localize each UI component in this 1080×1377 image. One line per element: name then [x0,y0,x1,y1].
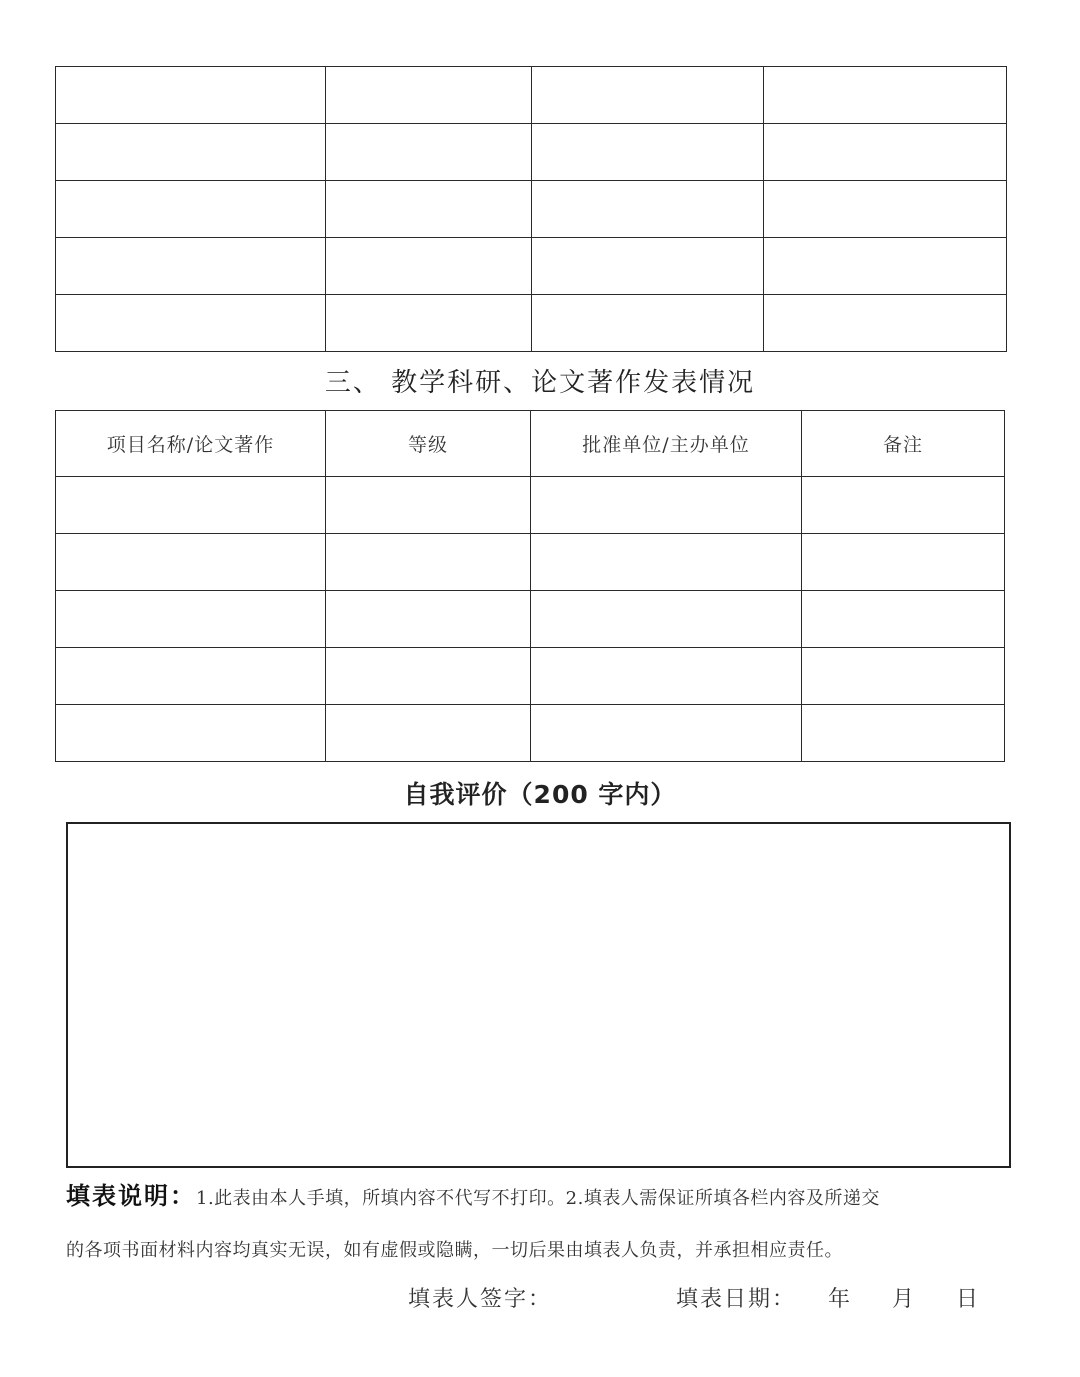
instructions-text-1: 1.此表由本人手填，所填内容不代写不打印。2.填表人需保证所填各栏内容及所递交 [196,1188,880,1209]
table-cell[interactable] [56,648,326,705]
table-row [56,295,1007,352]
date-month-label: 月 [892,1287,917,1312]
instructions-label: 填表说明： [66,1182,196,1210]
table-cell[interactable] [531,477,802,534]
table-cell[interactable] [532,295,764,352]
column-header-level: 等级 [326,411,531,477]
table-header-row [56,411,1005,477]
table-row [56,181,1007,238]
table-cell[interactable] [56,181,326,238]
column-header-project-name: 项目名称/论文著作 [56,411,326,477]
table-cell[interactable] [56,705,326,762]
table-cell[interactable] [802,591,1005,648]
table-cell[interactable] [532,181,764,238]
section-title-research: 三、 教学科研、论文著作发表情况 [324,368,756,398]
table-continued [55,66,1007,352]
table-cell[interactable] [326,67,532,124]
table-row [56,124,1007,181]
table-cell[interactable] [56,124,326,181]
table-cell[interactable] [802,534,1005,591]
table-cell[interactable] [56,534,326,591]
table-cell[interactable] [56,238,326,295]
table-cell[interactable] [531,705,802,762]
table-cell[interactable] [532,124,764,181]
table-cell[interactable] [764,295,1007,352]
table-cell[interactable] [532,238,764,295]
table-cell[interactable] [764,238,1007,295]
table-row [56,67,1007,124]
date-day-label: 日 [956,1287,981,1312]
table-row [56,591,1005,648]
table-cell[interactable] [326,124,532,181]
table-cell[interactable] [326,477,531,534]
table-row [56,238,1007,295]
table-cell[interactable] [764,181,1007,238]
table-cell[interactable] [531,591,802,648]
table-cell[interactable] [326,648,531,705]
table-row [56,705,1005,762]
table-cell[interactable] [56,591,326,648]
table-row [56,534,1005,591]
table-cell[interactable] [802,477,1005,534]
table-cell[interactable] [802,648,1005,705]
table-cell[interactable] [326,181,532,238]
table-cell[interactable] [56,477,326,534]
table-row [56,648,1005,705]
fill-date-label: 填表日期： [676,1287,797,1312]
table-cell[interactable] [764,124,1007,181]
table-cell[interactable] [764,67,1007,124]
table-cell[interactable] [531,648,802,705]
table-cell[interactable] [326,705,531,762]
instructions-line-1 [66,1176,1026,1211]
table-cell[interactable] [326,295,532,352]
table-cell[interactable] [531,534,802,591]
column-header-approving-unit: 批准单位/主办单位 [531,411,802,477]
table-cell[interactable] [326,534,531,591]
signer-signature-label: 填表人签字： [408,1287,553,1312]
table-row [56,477,1005,534]
table-cell[interactable] [802,705,1005,762]
self-evaluation-field[interactable] [66,822,1011,1168]
table-cell[interactable] [56,295,326,352]
table-cell[interactable] [56,67,326,124]
table-cell[interactable] [532,67,764,124]
research-publications-table [55,410,1005,762]
table-cell[interactable] [326,591,531,648]
table-cell[interactable] [326,238,532,295]
column-header-remarks: 备注 [802,411,1005,477]
instructions-line-2: 的各项书面材料内容均真实无误，如有虚假或隐瞒，一切后果由填表人负责，并承担相应责任。 [66,1240,843,1261]
date-year-label: 年 [828,1287,853,1312]
self-evaluation-title: 自我评价（200 字内） [403,780,677,809]
